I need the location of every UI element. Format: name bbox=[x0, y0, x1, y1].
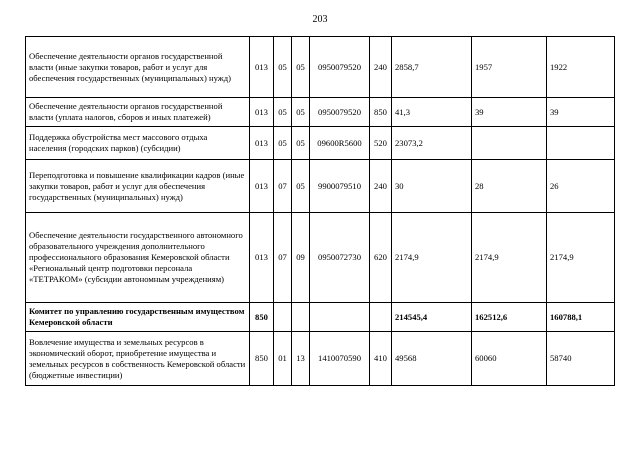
row-target-code: 0950072730 bbox=[310, 213, 370, 303]
row-amount-year1: 214545,4 bbox=[392, 303, 472, 332]
row-amount-year3: 2174,9 bbox=[547, 213, 615, 303]
row-name: Поддержка обустройства мест массового отдыха населения (городских парков) (субсидии) bbox=[26, 127, 250, 160]
row-subsection-code: 05 bbox=[292, 127, 310, 160]
row-subsection-code bbox=[292, 303, 310, 332]
row-amount-year1: 49568 bbox=[392, 332, 472, 386]
row-admin-code: 013 bbox=[250, 127, 274, 160]
row-name: Комитет по управлению государственным имуществом Кемеровской области bbox=[26, 303, 250, 332]
row-admin-code: 013 bbox=[250, 160, 274, 213]
row-amount-year1: 41,3 bbox=[392, 98, 472, 127]
table-row bbox=[26, 37, 615, 98]
row-target-code: 1410070590 bbox=[310, 332, 370, 386]
row-expense-type: 520 bbox=[370, 127, 392, 160]
row-subsection-code: 05 bbox=[292, 160, 310, 213]
row-amount-year2 bbox=[472, 127, 547, 160]
table-row-committee-total bbox=[26, 303, 615, 332]
row-name: Вовлечение имущества и земельных ресурсов в экономический оборот, приобретение имущества и земельных ресурсов в собственность Кемеровской области (бюджетные инвестиции) bbox=[26, 332, 250, 386]
row-amount-year3 bbox=[547, 127, 615, 160]
row-section-code: 07 bbox=[274, 213, 292, 303]
table-row bbox=[26, 332, 615, 386]
row-amount-year2: 1957 bbox=[472, 37, 547, 98]
row-amount-year1: 2174,9 bbox=[392, 213, 472, 303]
row-admin-code: 013 bbox=[250, 98, 274, 127]
row-section-code bbox=[274, 303, 292, 332]
row-expense-type: 850 bbox=[370, 98, 392, 127]
row-name: Обеспечение деятельности органов государственной власти (уплата налогов, сборов и иных платежей) bbox=[26, 98, 250, 127]
row-target-code: 09600R5600 bbox=[310, 127, 370, 160]
row-target-code: 0950079520 bbox=[310, 37, 370, 98]
table-row bbox=[26, 213, 615, 303]
row-section-code: 07 bbox=[274, 160, 292, 213]
row-amount-year3: 58740 bbox=[547, 332, 615, 386]
row-amount-year3: 1922 bbox=[547, 37, 615, 98]
table-row bbox=[26, 160, 615, 213]
row-admin-code: 013 bbox=[250, 37, 274, 98]
row-amount-year1: 23073,2 bbox=[392, 127, 472, 160]
row-amount-year3: 26 bbox=[547, 160, 615, 213]
row-amount-year1: 30 bbox=[392, 160, 472, 213]
row-subsection-code: 05 bbox=[292, 98, 310, 127]
row-subsection-code: 09 bbox=[292, 213, 310, 303]
row-expense-type: 240 bbox=[370, 160, 392, 213]
row-target-code: 0950079520 bbox=[310, 98, 370, 127]
row-expense-type: 620 bbox=[370, 213, 392, 303]
row-section-code: 05 bbox=[274, 37, 292, 98]
row-subsection-code: 13 bbox=[292, 332, 310, 386]
row-admin-code: 013 bbox=[250, 213, 274, 303]
row-amount-year1: 2858,7 bbox=[392, 37, 472, 98]
budget-table bbox=[25, 36, 615, 386]
row-target-code bbox=[310, 303, 370, 332]
row-amount-year3: 160788,1 bbox=[547, 303, 615, 332]
row-subsection-code: 05 bbox=[292, 37, 310, 98]
row-expense-type: 240 bbox=[370, 37, 392, 98]
row-admin-code: 850 bbox=[250, 332, 274, 386]
row-name: Переподготовка и повышение квалификации кадров (иные закупки товаров, работ и услуг для обеспечения государственных (муниципальных) нужд) bbox=[26, 160, 250, 213]
row-target-code: 9900079510 bbox=[310, 160, 370, 213]
row-amount-year2: 60060 bbox=[472, 332, 547, 386]
page-number: 203 bbox=[312, 14, 328, 25]
row-amount-year2: 162512,6 bbox=[472, 303, 547, 332]
row-admin-code: 850 bbox=[250, 303, 274, 332]
row-section-code: 05 bbox=[274, 127, 292, 160]
row-expense-type: 410 bbox=[370, 332, 392, 386]
table-row bbox=[26, 98, 615, 127]
row-amount-year2: 2174,9 bbox=[472, 213, 547, 303]
row-name: Обеспечение деятельности органов государственной власти (иные закупки товаров, работ и услуг для обеспечения государственных (муниципальных) нужд) bbox=[26, 37, 250, 98]
row-amount-year3: 39 bbox=[547, 98, 615, 127]
table-row bbox=[26, 127, 615, 160]
row-section-code: 05 bbox=[274, 98, 292, 127]
row-expense-type bbox=[370, 303, 392, 332]
row-amount-year2: 28 bbox=[472, 160, 547, 213]
row-section-code: 01 bbox=[274, 332, 292, 386]
row-name: Обеспечение деятельности государственного автономного образовательного учреждения дополнительного профессионального образования Кемеровской области «Региональный центр подготовки персонала «ТЕТРАКОМ» (субсидии автономным учреждениям) bbox=[26, 213, 250, 303]
row-amount-year2: 39 bbox=[472, 98, 547, 127]
